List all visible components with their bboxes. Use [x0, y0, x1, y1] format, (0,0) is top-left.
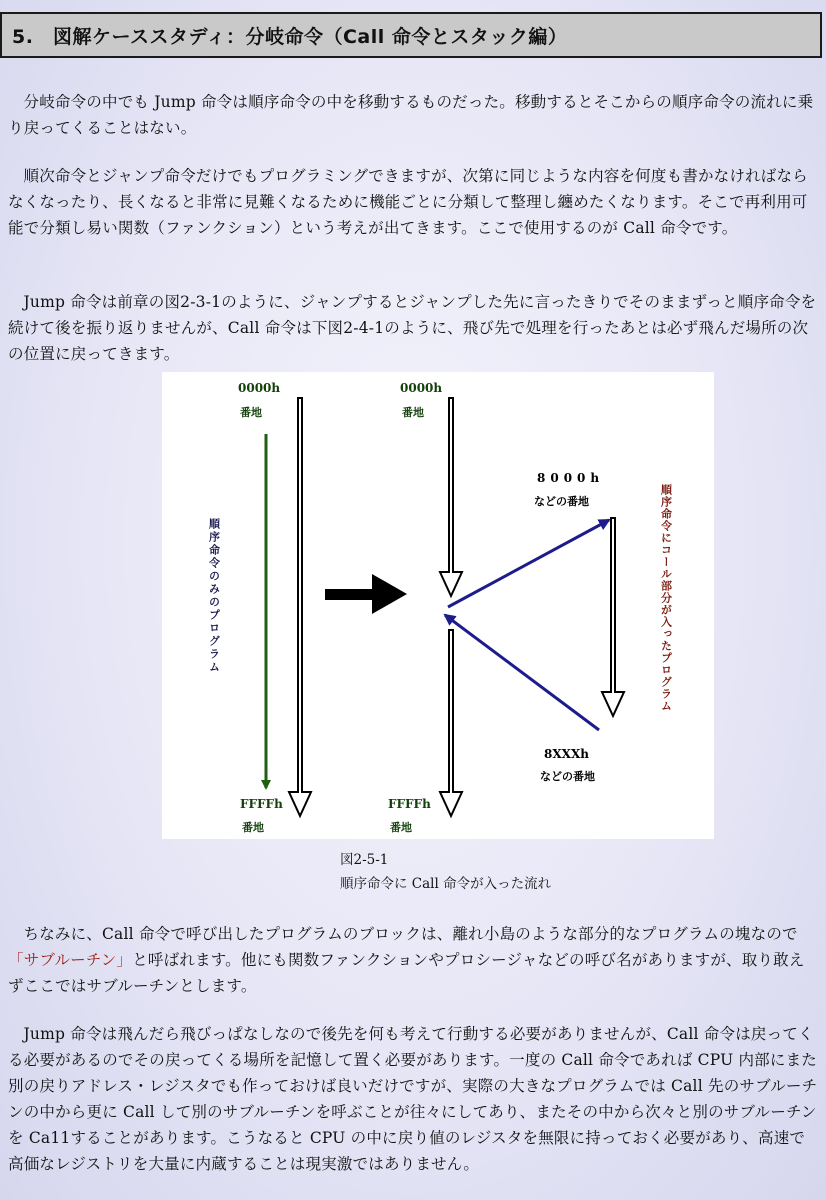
paragraph-3: Jump 命令は前章の図2-3-1のように、ジャンプするとジャンプした先に言ったきりでそのままずっと順序命令を続けて後を振り返りませんが、Call 命令は下図2-4-1のように、飛び先で処理を行ったあとは必ず飛んだ場所の次の位置に戻ってきます。 [8, 293, 817, 363]
right-bottom-hollow-arrow [440, 630, 462, 816]
paragraph-2: 順次命令とジャンプ命令だけでもプログラミングできますが、次第に同じような内容を何度も書かなければならなくなったり、長くなると非常に見難くなるために機能ごとに分類して整理し纏めたくなります。そこで再利用可能で分類し易い関数（ファンクション）という考えが出てきます。ここで使用するのが Call 命令です。 [8, 167, 808, 237]
right-vertical-label: 順序命令にコール部分が入ったプログラム [659, 484, 673, 712]
subroutine-term: 「サブルーチン」 [8, 951, 133, 969]
figure-svg [162, 372, 714, 839]
left-vertical-label: 順序命令のみのプログラム [207, 518, 221, 674]
call-flow-figure [162, 372, 714, 839]
paragraph-1: 分岐命令の中でも Jump 命令は順序命令の中を移動するものだった。移動するとそこからの順序命令の流れに乗り戻ってくることはない。 [8, 93, 814, 137]
right-top-hollow-arrow [440, 398, 462, 596]
paragraph-4: ちなみに、Call 命令で呼び出したプログラムのブロックは、離れ小島のような部分的なプログラムの塊なので「サブルーチン」と呼ばれます。他にも関数ファンクションやプロシージャなどの呼び名がありますが、取り敢えずここではサブルーチンとします。 [8, 925, 805, 995]
section-title-bar [0, 12, 822, 58]
right-start-address: 0000h [400, 381, 443, 395]
right-end-address: FFFFh [388, 797, 431, 811]
sub-end-address: 8XXXh [544, 747, 590, 761]
subroutine-hollow-arrow [602, 518, 624, 716]
call-arrow [448, 520, 609, 607]
return-arrow [445, 615, 599, 730]
figure-caption [340, 848, 551, 896]
right-start-suffix: 番地 [402, 406, 424, 419]
sub-start-address: 8000h [537, 471, 605, 485]
paragraph-5: Jump 命令は飛んだら飛びっぱなしなので後先を何も考えて行動する必要がありませんが、Call 命令は戻ってくる必要があるのでその戻ってくる場所を記憶して置く必要があります。一度の Call 命令であれば CPU 内部にまた別の戻りアドレス・レジスタでも作っておけば良いだけですが、実際の大きなプログラムでは Call 先のサブルーチンの中から更に Call して別のサブルーチンを呼ぶことが往々にしてあり、またその中から次々と別のサブルーチンを Ca11することがあります。こうなると CPU の中に戻り値のレジスタを無限に持っておく必要があり、高速で高価なレジストリを大量に内蔵することは現実激ではありません。 [8, 1025, 818, 1173]
left-start-suffix: 番地 [240, 406, 262, 419]
sub-start-suffix: などの番地 [534, 495, 589, 508]
left-start-address: 0000h [238, 381, 281, 395]
section-title: 5. 図解ケーススタディ：分岐命令（Call 命令とスタック編） [12, 25, 568, 48]
left-end-address: FFFFh [240, 797, 283, 811]
transition-arrow [325, 574, 407, 614]
sub-end-suffix: などの番地 [540, 770, 595, 783]
right-end-suffix: 番地 [390, 821, 412, 834]
left-hollow-arrow [289, 398, 311, 816]
caption-number: 図2-5-1 [340, 852, 389, 868]
caption-text: 順序命令に Call 命令が入った流れ [340, 876, 552, 892]
left-end-suffix: 番地 [242, 821, 264, 834]
